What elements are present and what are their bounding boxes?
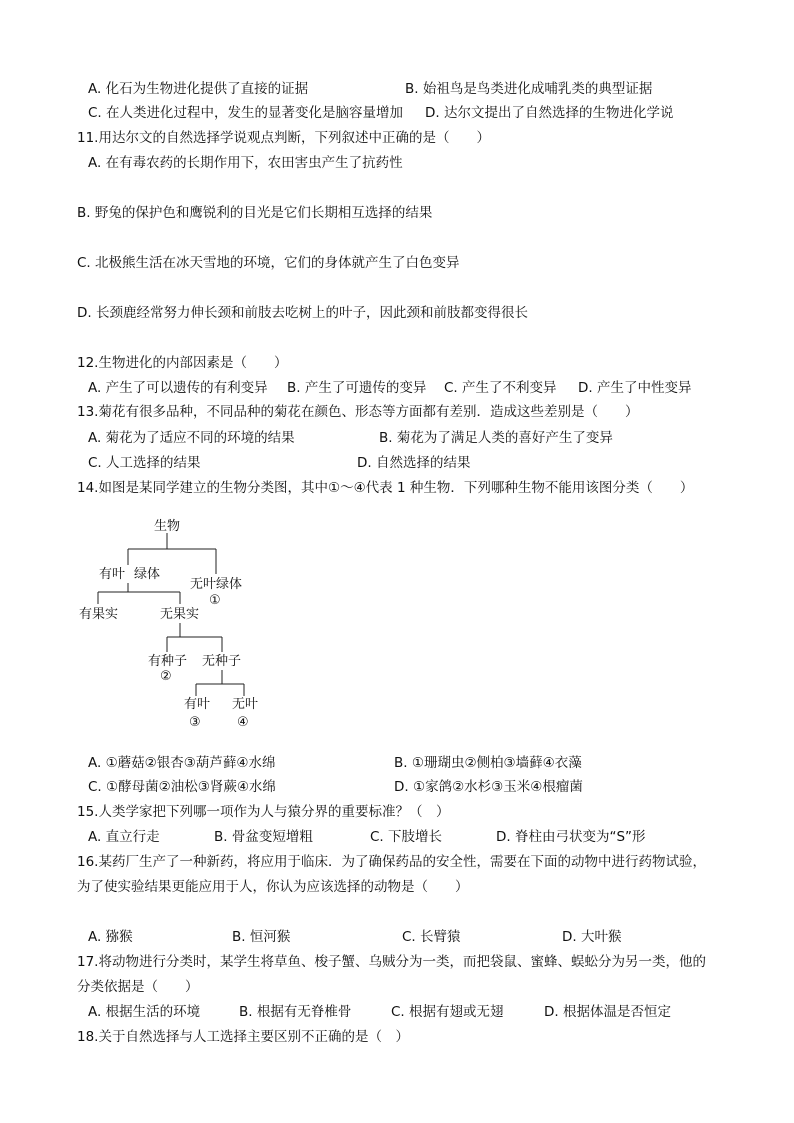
tree-marker-2: ② (160, 669, 172, 684)
q10-option-a: A. 化石为生物进化提供了直接的证据 (88, 81, 309, 97)
q17-stem-line2: 分类依据是（ ） (77, 979, 199, 995)
q12-option-c: C. 产生了不利变异 (444, 380, 557, 396)
q12-option-b: B. 产生了可遗传的变异 (287, 380, 427, 396)
q15-option-d: D. 脊柱由弓状变为“S”形 (496, 829, 646, 845)
q13-option-d: D. 自然选择的结果 (357, 455, 471, 471)
q12-stem: 12.生物进化的内部因素是（ ） (77, 355, 288, 371)
tree-node-youzhongzi: 有种子 (148, 654, 188, 669)
q13-option-b: B. 菊花为了满足人类的喜好产生了变异 (379, 430, 613, 446)
q15-stem: 15.人类学家把下列哪一项作为人与猿分界的重要标准？（ ） (77, 804, 450, 820)
q16-stem-line1: 16.某药厂生产了一种新药，将应用于临床．为了确保药品的安全性，需要在下面的动物中进行药物试验， (77, 854, 706, 870)
tree-node-lvti: 绿体 (134, 567, 161, 582)
q10-option-b: B. 始祖鸟是鸟类进化成哺乳类的典型证据 (405, 81, 653, 97)
tree-node-youye2: 有叶 (184, 697, 211, 712)
q18-stem: 18.关于自然选择与人工选择主要区别不正确的是（ ） (77, 1029, 409, 1045)
q16-option-a: A. 猕猴 (88, 929, 133, 945)
q16-option-b: B. 恒河猴 (232, 929, 291, 945)
q12-option-a: A. 产生了可以遗传的有利变异 (88, 380, 268, 396)
q14-option-b: B. ①珊瑚虫②侧柏③墙藓④衣藻 (394, 755, 582, 771)
q14-option-d: D. ①家鸽②水杉③玉米④根瘤菌 (394, 779, 583, 795)
q13-stem: 13.菊花有很多品种，不同品种的菊花在颜色、形态等方面都有差别．造成这些差别是（ ） (77, 404, 639, 420)
q17-option-a: A. 根据生活的环境 (88, 1004, 201, 1020)
tree-node-youguoshi: 有果实 (79, 607, 119, 622)
q13-option-a: A. 菊花为了适应不同的环境的结果 (88, 430, 295, 446)
q15-option-c: C. 下肢增长 (370, 829, 443, 845)
q13-option-c: C. 人工选择的结果 (88, 455, 201, 471)
tree-node-youye: 有叶 (99, 567, 126, 582)
q16-option-c: C. 长臂猿 (402, 929, 461, 945)
tree-node-wuzhongzi: 无种子 (202, 654, 242, 669)
q17-option-b: B. 根据有无脊椎骨 (239, 1004, 352, 1020)
q16-stem-line2: 为了使实验结果更能应用于人，你认为应该选择的动物是（ ） (77, 879, 469, 895)
q17-option-c: C. 根据有翅或无翅 (391, 1004, 504, 1020)
tree-marker-3: ③ (189, 715, 201, 730)
q12-option-d: D. 产生了中性变异 (578, 380, 692, 396)
tree-marker-4: ④ (237, 715, 249, 730)
q14-option-c: C. ①酵母菌②油松③肾蕨④水绵 (88, 779, 276, 795)
q15-option-a: A. 直立行走 (88, 829, 160, 845)
q10-option-d: D. 达尔文提出了自然选择的生物进化学说 (425, 105, 674, 121)
q15-option-b: B. 骨盆变短增粗 (214, 829, 313, 845)
q11-stem: 11.用达尔文的自然选择学说观点判断，下列叙述中正确的是（ ） (77, 130, 490, 146)
q11-option-c: C. 北极熊生活在冰天雪地的环境，它们的身体就产生了白色变异 (77, 255, 460, 271)
tree-marker-1: ① (209, 593, 221, 608)
q14-option-a: A. ①蘑菇②银杏③葫芦藓④水绵 (88, 755, 276, 771)
q16-option-d: D. 大叶猴 (562, 929, 622, 945)
q10-option-c: C. 在人类进化过程中，发生的显著变化是脑容量增加 (88, 105, 404, 121)
tree-node-wuye2: 无叶 (232, 697, 259, 712)
q11-option-b: B. 野兔的保护色和鹰锐利的目光是它们长期相互选择的结果 (77, 205, 433, 221)
tree-node-root: 生物 (154, 519, 181, 534)
q17-stem-line1: 17.将动物进行分类时，某学生将草鱼、梭子蟹、乌贼分为一类，而把袋鼠、蜜蜂、蜈蚣分为另一类，他的 (77, 954, 706, 970)
q14-stem: 14.如图是某同学建立的生物分类图，其中①～④代表 1 种生物．下列哪种生物不能用该图分类（ ） (77, 480, 694, 496)
q17-option-d: D. 根据体温是否恒定 (544, 1004, 671, 1020)
q11-option-d: D. 长颈鹿经常努力伸长颈和前肢去吃树上的叶子，因此颈和前肢都变得很长 (77, 305, 528, 321)
tree-node-wuguoshi: 无果实 (160, 607, 200, 622)
tree-node-wuye-lvti: 无叶绿体 (190, 577, 243, 592)
q11-option-a: A. 在有毒农药的长期作用下，农田害虫产生了抗药性 (88, 155, 403, 171)
